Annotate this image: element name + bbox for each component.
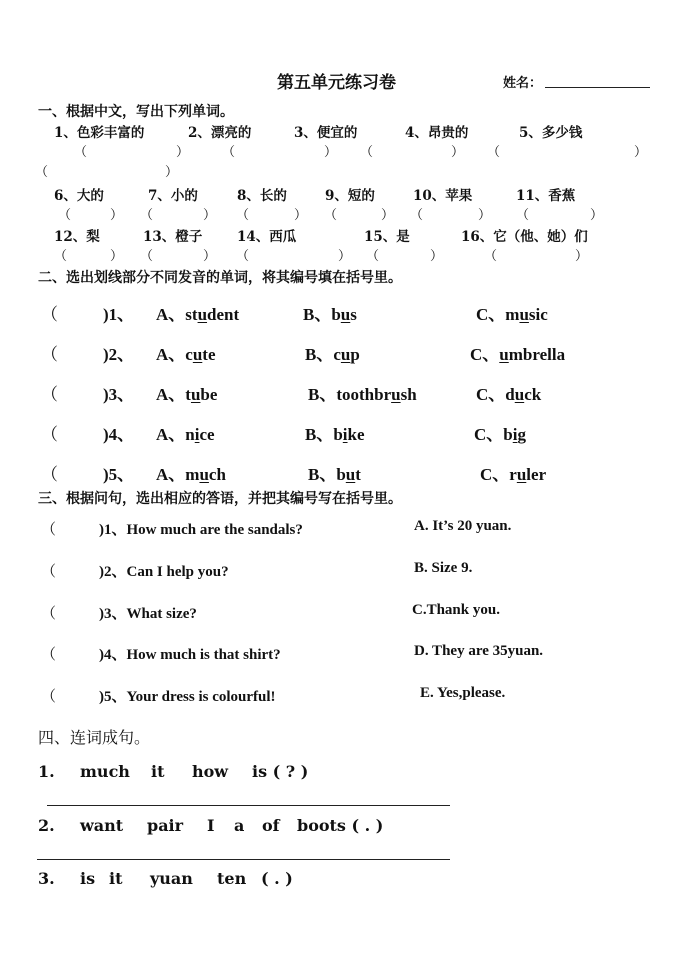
vocab-item-4: 4、昂贵的: [405, 125, 469, 141]
vocab-item-14: 14、西瓜: [237, 229, 297, 245]
sentence-1-number: 1.: [38, 762, 55, 781]
option-c: C、music: [476, 305, 548, 324]
name-blank[interactable]: [545, 87, 650, 88]
question-3: )3、What size?: [99, 606, 197, 622]
answer-bracket[interactable]: ）: [110, 249, 124, 264]
question-number: )1、: [103, 305, 135, 324]
answer-bracket[interactable]: （: [366, 249, 380, 264]
section2-heading: 二、选出划线部分不同发音的单词，将其编号填在括号里。: [38, 270, 402, 286]
option-b: B、toothbrush: [308, 385, 417, 404]
answer-bracket[interactable]: ）: [478, 208, 492, 223]
answer-option-e: E. Yes,please.: [420, 685, 506, 701]
option-a: A、nice: [156, 425, 215, 444]
question-1: )1、How much are the sandals?: [99, 522, 303, 538]
vocab-item-8: 8、长的: [237, 188, 287, 204]
word: want: [80, 816, 124, 835]
question-number: )2、: [103, 345, 135, 364]
word: of: [262, 816, 280, 835]
answer-bracket[interactable]: （: [516, 208, 530, 223]
vocab-item-2: 2、漂亮的: [188, 125, 252, 141]
option-b: B、but: [308, 465, 361, 484]
vocab-item-12: 12、梨: [54, 229, 100, 245]
sentence-3-number: 3.: [38, 869, 55, 888]
name-label: 姓名：: [503, 76, 543, 91]
answer-bracket[interactable]: （: [35, 165, 49, 180]
vocab-item-10: 10、苹果: [413, 188, 473, 204]
option-b: B、bike: [305, 425, 365, 444]
answer-bracket[interactable]: （: [140, 208, 154, 223]
vocab-item-16: 16、它（他、她）们: [461, 229, 588, 245]
answer-bracket[interactable]: ）: [203, 208, 217, 223]
question-number: )4、: [103, 425, 135, 444]
option-a: A、much: [156, 465, 226, 484]
vocab-item-1: 1、色彩丰富的: [54, 125, 145, 141]
word: is: [80, 869, 96, 888]
answer-bracket[interactable]: （: [324, 208, 338, 223]
answer-bracket[interactable]: ）: [324, 145, 338, 160]
answer-bracket[interactable]: （: [41, 345, 58, 364]
vocab-item-13: 13、橙子: [143, 229, 203, 245]
answer-bracket[interactable]: ）: [203, 249, 217, 264]
answer-bracket[interactable]: ）: [176, 145, 190, 160]
answer-bracket[interactable]: ）: [294, 208, 308, 223]
word: ten: [217, 869, 247, 888]
answer-option-c: C.Thank you.: [412, 602, 500, 618]
answer-bracket[interactable]: （: [484, 249, 498, 264]
section1-heading: 一、根据中文，写出下列单词。: [38, 104, 234, 120]
answer-bracket[interactable]: ）: [590, 208, 604, 223]
answer-bracket[interactable]: （: [236, 249, 250, 264]
word: it: [151, 762, 165, 781]
answer-bracket[interactable]: （: [236, 208, 250, 223]
answer-bracket[interactable]: （: [487, 145, 501, 160]
answer-bracket[interactable]: （: [41, 689, 57, 705]
option-a: A、cute: [156, 345, 216, 364]
option-c: C、big: [474, 425, 526, 444]
section3-heading: 三、根据问句，选出相应的答语，并把其编号写在括号里。: [38, 491, 402, 507]
answer-bracket[interactable]: （: [58, 208, 72, 223]
word: yuan: [150, 869, 193, 888]
option-a: A、tube: [156, 385, 218, 404]
answer-bracket[interactable]: （: [41, 305, 58, 324]
answer-bracket[interactable]: （: [41, 385, 58, 404]
vocab-item-9: 9、短的: [325, 188, 375, 204]
answer-option-b: B. Size 9.: [414, 560, 473, 576]
answer-bracket[interactable]: （: [41, 522, 57, 538]
option-b: B、bus: [303, 305, 357, 324]
answer-bracket[interactable]: ）: [451, 145, 465, 160]
answer-option-a: A. It’s 20 yuan.: [414, 518, 512, 534]
answer-bracket[interactable]: （: [41, 647, 57, 663]
answer-bracket[interactable]: ）: [634, 145, 648, 160]
section4-heading: 四、连词成句。: [38, 728, 151, 747]
word: a: [234, 816, 245, 835]
answer-option-d: D. They are 35yuan.: [414, 643, 544, 659]
page-title: 第五单元练习卷: [277, 73, 396, 93]
option-c: C、ruler: [480, 465, 547, 484]
word: ( . ): [261, 869, 293, 888]
vocab-item-5: 5、多少钱: [519, 125, 583, 141]
answer-bracket[interactable]: （: [41, 465, 58, 484]
answer-bracket[interactable]: ）: [430, 249, 444, 264]
vocab-item-3: 3、便宜的: [294, 125, 358, 141]
vocab-item-11: 11、香蕉: [516, 188, 576, 204]
answer-bracket[interactable]: （: [41, 606, 57, 622]
answer-bracket[interactable]: （: [360, 145, 374, 160]
word: is ( ? ): [252, 762, 309, 781]
word: boots ( . ): [297, 816, 384, 835]
option-c: C、duck: [476, 385, 542, 404]
answer-bracket[interactable]: （: [74, 145, 88, 160]
answer-bracket[interactable]: ）: [381, 208, 395, 223]
word: much: [80, 762, 130, 781]
answer-bracket[interactable]: （: [222, 145, 236, 160]
answer-bracket[interactable]: （: [41, 425, 58, 444]
word: it: [109, 869, 123, 888]
answer-bracket[interactable]: （: [410, 208, 424, 223]
answer-bracket[interactable]: ）: [165, 165, 179, 180]
answer-bracket[interactable]: ）: [110, 208, 124, 223]
question-number: )3、: [103, 385, 135, 404]
answer-bracket[interactable]: （: [54, 249, 68, 264]
word: pair: [147, 816, 184, 835]
answer-bracket[interactable]: （: [41, 564, 57, 580]
word: I: [207, 816, 215, 835]
sentence-2-number: 2.: [38, 816, 55, 835]
answer-bracket[interactable]: ）: [338, 249, 352, 264]
answer-bracket[interactable]: ）: [575, 249, 589, 264]
vocab-item-15: 15、是: [364, 229, 410, 245]
question-5: )5、Your dress is colourful!: [99, 689, 276, 705]
question-number: )5、: [103, 465, 135, 484]
answer-line-1[interactable]: [47, 805, 450, 806]
option-b: B、cup: [305, 345, 360, 364]
question-4: )4、How much is that shirt?: [99, 647, 281, 663]
answer-bracket[interactable]: （: [140, 249, 154, 264]
vocab-item-6: 6、大的: [54, 188, 104, 204]
word: how: [192, 762, 229, 781]
question-2: )2、Can I help you?: [99, 564, 229, 580]
vocab-item-7: 7、小的: [148, 188, 198, 204]
option-a: A、student: [156, 305, 240, 324]
option-c: C、umbrella: [470, 345, 566, 364]
answer-line-2[interactable]: [37, 859, 450, 860]
